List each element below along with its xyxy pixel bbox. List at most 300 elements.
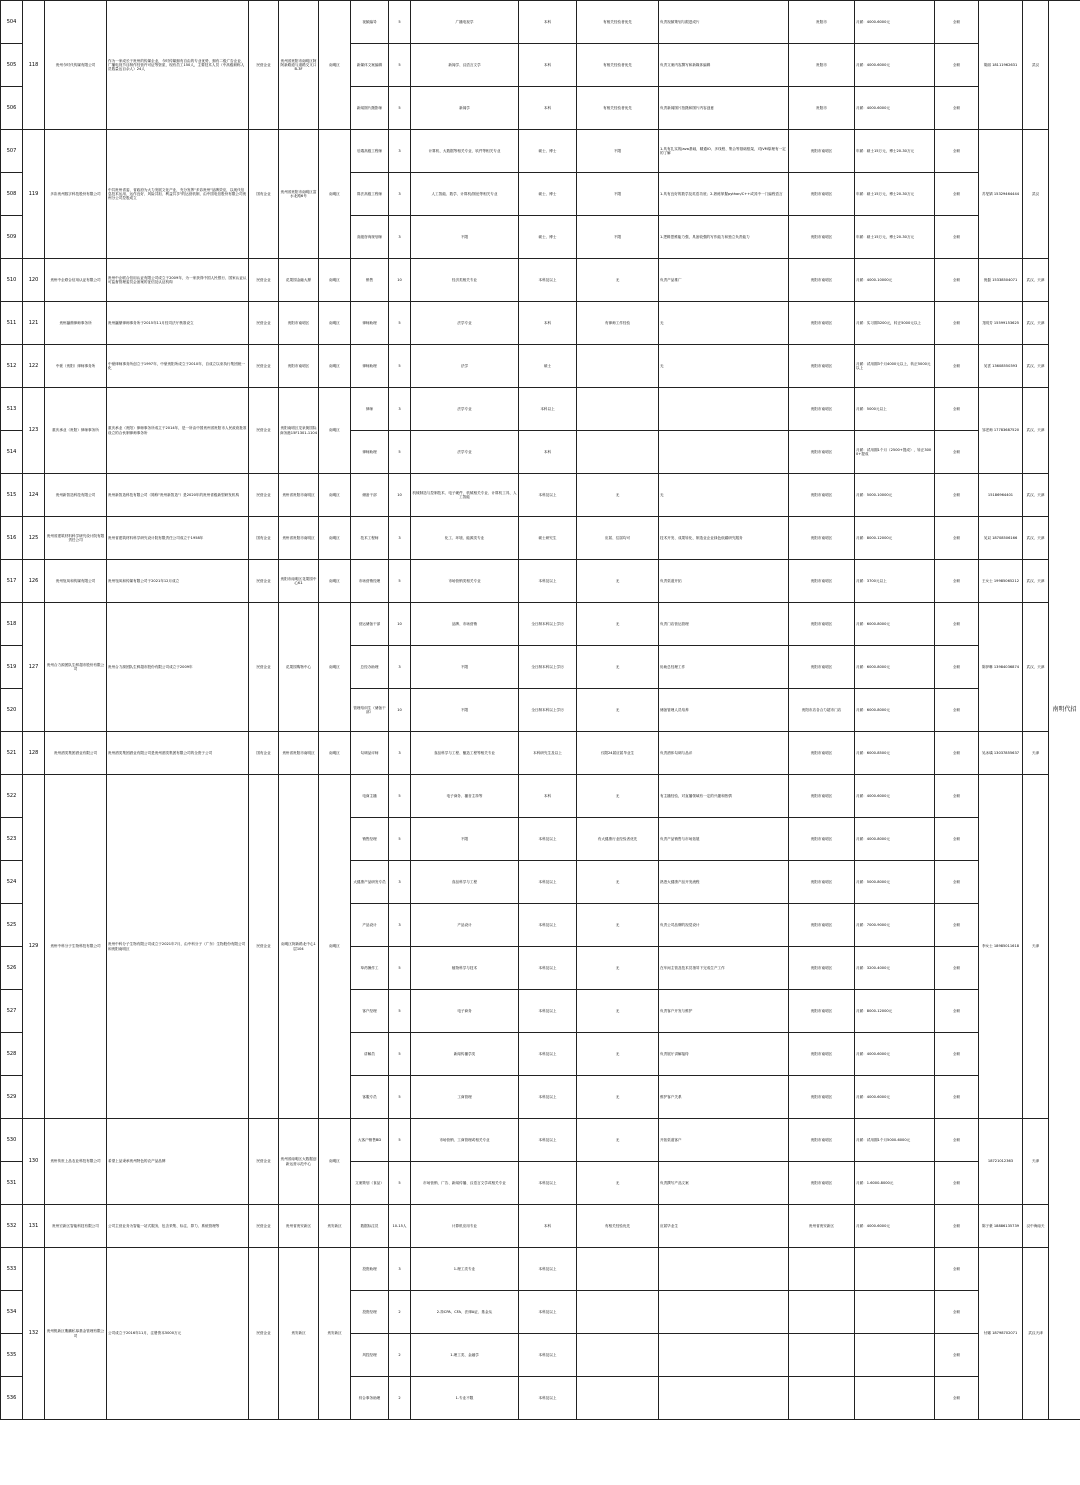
major-requirement: 计算机应用专业 <box>411 1205 519 1248</box>
education: 全日制本科以上学历 <box>519 689 577 732</box>
education: 全日制本科以上学历 <box>519 603 577 646</box>
education: 全日制本科以上学历 <box>519 646 577 689</box>
headcount: 10 <box>389 603 411 646</box>
recruit-city: 武汉、天津 <box>1023 474 1049 517</box>
salary: 月薪：试用期1个月5000-6000元 <box>855 1119 935 1162</box>
company-index: 120 <box>23 259 45 302</box>
job-type: 全职 <box>935 1 979 44</box>
experience-requirement: 无 <box>577 990 659 1033</box>
salary <box>855 1334 935 1377</box>
major-requirement: 食品科学与工程 <box>411 861 519 904</box>
experience-requirement <box>577 388 659 431</box>
position-name: 营运储备干部 <box>351 603 389 646</box>
company-description: 贵州中企联合信用认证有限公司成立于2009年，为一家获得中国人民银行、国家认证认可监督管理委员会备案的征信及认证机构 <box>107 259 249 302</box>
major-requirement: 电子商务 <box>411 990 519 1033</box>
experience-requirement: 无 <box>577 1033 659 1076</box>
experience-requirement: 无 <box>577 259 659 302</box>
headcount: 5 <box>389 345 411 388</box>
salary: 月薪：4000-6000元 <box>855 1 935 44</box>
experience-requirement <box>577 431 659 474</box>
education: 本科及以上 <box>519 818 577 861</box>
experience-requirement: 无 <box>577 560 659 603</box>
education: 本科 <box>519 44 577 87</box>
company-nature: 国有企业 <box>249 517 279 560</box>
company-description: 贵州合力源团队生鲜超市股份有限公司成立于2009年 <box>107 603 249 732</box>
position-name: 大健康产品研发专员 <box>351 861 389 904</box>
contact: 吴冰瑀 13037855637 <box>979 732 1023 775</box>
headcount: 2 <box>389 1334 411 1377</box>
salary: 月薪：4000-6000元 <box>855 1033 935 1076</box>
row-number: 513 <box>1 388 23 431</box>
major-requirement: 计算机、大数据等相关专业、软件等相关专业 <box>411 130 519 173</box>
job-duty: 1.具有扎实的Java基础，精通IO、多线程、集合等基础框架，对JVM原理有一定的了解 <box>659 130 789 173</box>
headcount: 10 <box>389 259 411 302</box>
headcount: 5 <box>389 1 411 44</box>
position-name: 律师助理 <box>351 302 389 345</box>
position-name: 管理培训生（储备干部） <box>351 689 389 732</box>
company-address: 花果园金融大厦 <box>279 259 319 302</box>
job-duty: 负责文案内容撰写和新媒体编辑 <box>659 44 789 87</box>
row-number: 514 <box>1 431 23 474</box>
salary: 月薪：3200-4000元 <box>855 947 935 990</box>
work-location: 贵阳市南明区 <box>789 947 855 990</box>
position-name: 文案策划（食品） <box>351 1162 389 1205</box>
job-duty: 熟悉大健康产品开发流程 <box>659 861 789 904</box>
major-requirement: 不限 <box>411 646 519 689</box>
education: 本科及以上 <box>519 1334 577 1377</box>
major-requirement: 1.专业不限 <box>411 1377 519 1420</box>
row-number: 510 <box>1 259 23 302</box>
education: 本科及以上 <box>519 1291 577 1334</box>
company-address: 贵阳市南明区 <box>279 302 319 345</box>
row-number: 519 <box>1 646 23 689</box>
job-duty: 负责撰写产品文案 <box>659 1162 789 1205</box>
position-name: 视频编导 <box>351 1 389 44</box>
company-nature: 民营企业 <box>249 302 279 345</box>
education: 本科 <box>519 1 577 44</box>
experience-requirement: 有相关经验者优先 <box>577 44 659 87</box>
company-description: 公司成立于2016年11月，注册资本5000万元 <box>107 1248 249 1420</box>
company-district: 南明区 <box>319 259 351 302</box>
position-name: 勾调品评师 <box>351 732 389 775</box>
contact: 邹老师 17783687520 <box>979 388 1023 474</box>
job-type: 全职 <box>935 1205 979 1248</box>
headcount: 10 <box>389 474 411 517</box>
major-requirement: 不限 <box>411 818 519 861</box>
company-description: 贵州瀛鼎律师事务所于2015年11月经司法厅核准设立 <box>107 302 249 345</box>
job-duty: 无 <box>659 474 789 517</box>
job-type: 全职 <box>935 689 979 732</box>
education: 本科及以上 <box>519 1076 577 1119</box>
headcount: 5 <box>389 1076 411 1119</box>
company-nature: 国有企业 <box>249 130 279 259</box>
contact: 吴雲 13608550393 <box>979 345 1023 388</box>
experience-requirement: 无 <box>577 474 659 517</box>
row-number: 518 <box>1 603 23 646</box>
company-district: 南明区 <box>319 345 351 388</box>
row-number: 522 <box>1 775 23 818</box>
headcount: 3 <box>389 216 411 259</box>
major-requirement: 人工智能、数学、计算机/图论等相关专业 <box>411 173 519 216</box>
major-requirement: 植物科学与技术 <box>411 947 519 990</box>
company-name: 贵州酒类集团酒业有限公司 <box>45 732 107 775</box>
company-name: 贵州合力源团队生鲜超市股份有限公司 <box>45 603 107 732</box>
work-location: 贵州省贵安新区 <box>789 1205 855 1248</box>
company-address: 贵阳市南明区 <box>279 345 319 388</box>
company-address: 贵安新区 <box>279 1248 319 1420</box>
job-type: 全职 <box>935 474 979 517</box>
company-nature: 民营企业 <box>249 1 279 130</box>
company-name: 重庆承业（贵阳）律师事务所 <box>45 388 107 474</box>
row-number: 532 <box>1 1205 23 1248</box>
company-nature: 国有企业 <box>249 732 279 775</box>
job-type: 全职 <box>935 345 979 388</box>
company-name: 贵州新智造科技有限公司 <box>45 474 107 517</box>
row-number: 528 <box>1 1033 23 1076</box>
headcount: 5 <box>389 87 411 130</box>
work-location <box>789 1334 855 1377</box>
job-type: 全职 <box>935 388 979 431</box>
company-index: 127 <box>23 603 45 732</box>
work-location: 贵阳市南明区 <box>789 990 855 1033</box>
education: 本科 <box>519 431 577 474</box>
recruit-city: 武汉天津 <box>1023 1248 1049 1420</box>
position-name: 产品设计 <box>351 904 389 947</box>
company-description: 贵州中科分子生物有限公司成立于2021年7月，由中科分子（广东）生物股份有限公司和贵阳南明区 <box>107 775 249 1119</box>
position-name: 电商主播 <box>351 775 389 818</box>
table-row <box>1 259 1080 302</box>
headcount: 3 <box>389 517 411 560</box>
row-number: 508 <box>1 173 23 216</box>
row-number: 525 <box>1 904 23 947</box>
row-number: 524 <box>1 861 23 904</box>
work-location: 贵阳市南明区 <box>789 474 855 517</box>
row-number: 517 <box>1 560 23 603</box>
recruit-city: 汉中海南天 <box>1023 1205 1049 1248</box>
work-location: 贵阳市店各合力超市门店 <box>789 689 855 732</box>
work-location: 贵阳市南明区 <box>789 1076 855 1119</box>
job-type: 全职 <box>935 44 979 87</box>
experience-requirement: 应届、往届均可 <box>577 517 659 560</box>
experience-requirement: 无 <box>577 775 659 818</box>
job-type: 全职 <box>935 1291 979 1334</box>
company-address: 贵州省贵阳市南明区 <box>279 517 319 560</box>
table-row <box>1 517 1080 560</box>
headcount: 5 <box>389 990 411 1033</box>
company-address: 贵州省贵安新区 <box>279 1205 319 1248</box>
headcount: 5 <box>389 947 411 990</box>
experience-requirement <box>577 1291 659 1334</box>
job-duty: 开拓渠道客户 <box>659 1119 789 1162</box>
work-location: 贵阳市 <box>789 1 855 44</box>
job-duty: 负责客户开发与维护 <box>659 990 789 1033</box>
experience-requirement: 有相关经验者优先 <box>577 87 659 130</box>
company-index: 118 <box>23 1 45 130</box>
company-district: 贵安新区 <box>319 1248 351 1420</box>
salary: 月薪：4000-6000元 <box>855 44 935 87</box>
company-district: 南明区 <box>319 474 351 517</box>
headcount: 5 <box>389 1033 411 1076</box>
position-name: 客服专员 <box>351 1076 389 1119</box>
salary: 月薪：5000-10000元 <box>855 474 935 517</box>
job-type: 全职 <box>935 87 979 130</box>
row-number: 535 <box>1 1334 23 1377</box>
job-duty: 负责展厅讲解接待 <box>659 1033 789 1076</box>
experience-requirement: 无 <box>577 861 659 904</box>
position-name: 律师助理 <box>351 431 389 474</box>
company-nature: 民营企业 <box>249 1119 279 1205</box>
salary: 月薪：6000-8500元 <box>855 732 935 775</box>
company-district: 南明区 <box>319 603 351 732</box>
work-location: 贵阳市南明区 <box>789 861 855 904</box>
salary: 月薪：7000-9000元 <box>855 904 935 947</box>
contact: 胡丽 18111962631 <box>979 1 1023 130</box>
major-requirement: 不限 <box>411 689 519 732</box>
education: 硕士研究生 <box>519 517 577 560</box>
table-row <box>1 560 1080 603</box>
job-duty: 负责视频策划与跟进成片 <box>659 1 789 44</box>
company-description: 中共贵州省委、省政府为大力发展文化产业，充分发挥"多彩贵州"品牌效应，以现代信息技术运用、运作良好、风险共担、利益共享"的运营机制，由中国电信股份有限公司贵州分公司控股成立 <box>107 130 249 259</box>
job-type: 全职 <box>935 431 979 474</box>
row-number: 504 <box>1 1 23 44</box>
headcount: 10 <box>389 689 411 732</box>
salary: 月薪：4000-6000元 <box>855 775 935 818</box>
recruit-city: 武汉、天津 <box>1023 603 1049 732</box>
work-location: 贵阳市南明区 <box>789 1119 855 1162</box>
salary: 月薪：4000-6000元 <box>855 1205 935 1248</box>
work-location: 贵阳市 <box>789 87 855 130</box>
education: 本科 <box>519 775 577 818</box>
company-description: 重庆承业（贵阳）律师事务所成立于2014年，是一所由中国贵州省贵阳市人民政府批准设立的合伙制律师事务所 <box>107 388 249 474</box>
position-name: 草药操作工 <box>351 947 389 990</box>
headcount: 3 <box>389 732 411 775</box>
work-location: 贵阳市 <box>789 44 855 87</box>
salary <box>855 1291 935 1334</box>
education: 本科及以上 <box>519 947 577 990</box>
position-name: 综合事务助理 <box>351 1377 389 1420</box>
company-district: 南明区 <box>319 1119 351 1205</box>
position-name: 讲解员 <box>351 1033 389 1076</box>
row-number: 529 <box>1 1076 23 1119</box>
table-row <box>1 474 1080 517</box>
company-district: 南明区 <box>319 775 351 1119</box>
company-district: 南明区 <box>319 560 351 603</box>
company-index: 128 <box>23 732 45 775</box>
salary: 月薪：8000-12000元 <box>855 517 935 560</box>
major-requirement: 市场营销、工商管理或相关专业 <box>411 1119 519 1162</box>
row-number: 520 <box>1 689 23 732</box>
headcount: 3 <box>389 173 411 216</box>
job-duty: 1.具有良好的数学及英语功底；2.熟练掌握python/C++或其中一门编程语言 <box>659 173 789 216</box>
work-location: 贵阳市南明区 <box>789 388 855 431</box>
company-address: 花果园购物中心 <box>279 603 319 732</box>
education: 本科以上 <box>519 388 577 431</box>
job-type: 全职 <box>935 861 979 904</box>
salary: 年薪：硕士15万元，博士20-30万元 <box>855 130 935 173</box>
company-name: 贵州传世上品农业科技有限公司 <box>45 1119 107 1205</box>
job-type: 全职 <box>935 947 979 990</box>
major-requirement: 广播电视学 <box>411 1 519 44</box>
company-index: 124 <box>23 474 45 517</box>
headcount: 5 <box>389 560 411 603</box>
table-row <box>1 1205 1080 1248</box>
company-nature: 民营企业 <box>249 775 279 1119</box>
contact: 陈子豪 18886135739 <box>979 1205 1023 1248</box>
work-location: 贵阳市南明区 <box>789 173 855 216</box>
education: 本科及以上 <box>519 904 577 947</box>
major-requirement: 产品设计 <box>411 904 519 947</box>
company-nature: 民营企业 <box>249 560 279 603</box>
position-name: 市场营销经理 <box>351 560 389 603</box>
education: 本科 <box>519 1205 577 1248</box>
company-nature: 民营企业 <box>249 388 279 474</box>
salary: 年薪：硕士15万元，博士20-30万元 <box>855 173 935 216</box>
job-type: 全职 <box>935 216 979 259</box>
job-duty: 1.逻辑思维能力强，具备较强的写作能力和独立负责能力 <box>659 216 789 259</box>
salary <box>855 1377 935 1420</box>
position-name: 算法高级工程师 <box>351 173 389 216</box>
work-location: 贵阳市南明区 <box>789 216 855 259</box>
salary: 月薪：6000-8000元 <box>855 689 935 732</box>
company-nature: 民营企业 <box>249 474 279 517</box>
company-description: 贵州瓴凤和传媒有限公司于2021年12月成立 <box>107 560 249 603</box>
job-type: 全职 <box>935 1119 979 1162</box>
job-duty: 负责门店营运管理 <box>659 603 789 646</box>
company-name: 贵州中科分子生物科技有限公司 <box>45 775 107 1119</box>
salary: 月薪：实习期3200元，转正5000元以上 <box>855 302 935 345</box>
row-number: 536 <box>1 1377 23 1420</box>
education: 硕士、博士 <box>519 173 577 216</box>
salary: 月薪：6000-8000元 <box>855 646 935 689</box>
work-location: 贵阳市南明区 <box>789 130 855 173</box>
experience-requirement: 无 <box>577 1076 659 1119</box>
table-row <box>1 603 1080 646</box>
row-number: 509 <box>1 216 23 259</box>
company-index: 126 <box>23 560 45 603</box>
row-number: 511 <box>1 302 23 345</box>
job-type: 全职 <box>935 1248 979 1291</box>
company-district: 南明区 <box>319 302 351 345</box>
company-name: 贵州宏新区智能科技有限公司 <box>45 1205 107 1248</box>
experience-requirement: 无 <box>577 1119 659 1162</box>
work-location: 贵阳市南明区 <box>789 560 855 603</box>
education: 本科 <box>519 87 577 130</box>
job-duty: 负责产品销售与市场拓展 <box>659 818 789 861</box>
work-location: 贵阳市南明区 <box>789 603 855 646</box>
company-address: 南明区阿新路北中心1层104 <box>279 775 319 1119</box>
company-description: 中豪律师事务所创立于1997年，中豪贵阳所成立于2010年，自成立以来执行集团统一化 <box>107 345 249 388</box>
education: 本科及以上 <box>519 474 577 517</box>
salary: 月薪：4000-6000元 <box>855 1076 935 1119</box>
job-type: 全职 <box>935 603 979 646</box>
salary: 月薪：3700元以上 <box>855 560 935 603</box>
education: 本科及以上 <box>519 1162 577 1205</box>
table-row <box>1 130 1080 173</box>
experience-requirement: 有大健康行业经验者优先 <box>577 818 659 861</box>
region-label: 南明代招 <box>1049 1 1080 1420</box>
experience-requirement: 有相关经验优先 <box>577 1205 659 1248</box>
work-location: 贵阳市南明区 <box>789 517 855 560</box>
major-requirement: 法学 <box>411 345 519 388</box>
position-name: 新闻图片摄影师 <box>351 87 389 130</box>
education: 本科及以上 <box>519 560 577 603</box>
position-name: 律师助理 <box>351 345 389 388</box>
company-description: 公司主营业务为智能一站式服务，包含采集、标注、算力、系统管理等 <box>107 1205 249 1248</box>
major-requirement: 1.理工类专业 <box>411 1248 519 1291</box>
row-number: 527 <box>1 990 23 1033</box>
major-requirement: 市场营销类相关专业 <box>411 560 519 603</box>
position-name: 客户经理 <box>351 990 389 1033</box>
experience-requirement: 不限 <box>577 173 659 216</box>
experience-requirement: 不限 <box>577 216 659 259</box>
recruit-city: 武汉、天津 <box>1023 302 1049 345</box>
headcount: 5 <box>389 818 411 861</box>
contact: 18721012363 <box>979 1119 1023 1205</box>
company-description: 贵州新智造科技有限公司（简称"贵州新智造"）是2020年的贵州省级新型研发机构 <box>107 474 249 517</box>
contact: 王女士 19985065212 <box>979 560 1023 603</box>
recruit-city: 天津 <box>1023 775 1049 1119</box>
job-duty: 技术开发、成果转化、制造业企业绿色低碳研究服务 <box>659 517 789 560</box>
major-requirement: 经济类相关专业 <box>411 259 519 302</box>
major-requirement: 机械制造与控制技术、电子硬件、机械相关专业、计算机工具、人工智能 <box>411 474 519 517</box>
major-requirement: 市场营销、广告、新闻传播、汉语言文学或相关专业 <box>411 1162 519 1205</box>
work-location: 贵阳市南明区 <box>789 345 855 388</box>
job-type: 全职 <box>935 732 979 775</box>
education: 本科及以上 <box>519 259 577 302</box>
major-requirement: 品牌、市场营销 <box>411 603 519 646</box>
major-requirement: 1.理工类、金融学 <box>411 1334 519 1377</box>
education: 本科及以上 <box>519 861 577 904</box>
headcount: 3 <box>389 388 411 431</box>
job-type: 全职 <box>935 646 979 689</box>
education: 本科及以上 <box>519 1248 577 1291</box>
table-row <box>1 1 1080 44</box>
row-number: 534 <box>1 1291 23 1334</box>
company-address: 贵州省贵阳市南明区富水北路6号 <box>279 130 319 259</box>
row-number: 531 <box>1 1162 23 1205</box>
job-duty <box>659 388 789 431</box>
job-type: 全职 <box>935 560 979 603</box>
major-requirement: 不限 <box>411 216 519 259</box>
company-index: 132 <box>23 1248 45 1420</box>
education: 本科及以上 <box>519 1033 577 1076</box>
table-row <box>1 1248 1080 1291</box>
headcount: 3 <box>389 1248 411 1291</box>
recruit-city: 天津 <box>1023 1119 1049 1205</box>
work-location: 贵阳市南明区 <box>789 1033 855 1076</box>
job-type: 全职 <box>935 1033 979 1076</box>
job-type: 全职 <box>935 818 979 861</box>
headcount: 5 <box>389 431 411 474</box>
job-duty: 在车间主管及技术员指导下完成生产工作 <box>659 947 789 990</box>
salary: 月薪：5000-8000元 <box>855 861 935 904</box>
company-index: 130 <box>23 1119 45 1205</box>
company-district: 南明区 <box>319 732 351 775</box>
experience-requirement: 无 <box>577 689 659 732</box>
job-duty: 无 <box>659 302 789 345</box>
company-index: 125 <box>23 517 45 560</box>
headcount: 10-15人 <box>389 1205 411 1248</box>
headcount: 5 <box>389 775 411 818</box>
position-name: 风控经理 <box>351 1334 389 1377</box>
experience-requirement <box>577 1334 659 1377</box>
education: 本科及以上 <box>519 1119 577 1162</box>
job-type: 全职 <box>935 1334 979 1377</box>
salary: 月薪：8000-12000元 <box>855 990 935 1033</box>
work-location: 贵阳市南明区 <box>789 818 855 861</box>
salary: 月薪：6000-8000元 <box>855 603 935 646</box>
work-location: 贵阳市南明区 <box>789 732 855 775</box>
